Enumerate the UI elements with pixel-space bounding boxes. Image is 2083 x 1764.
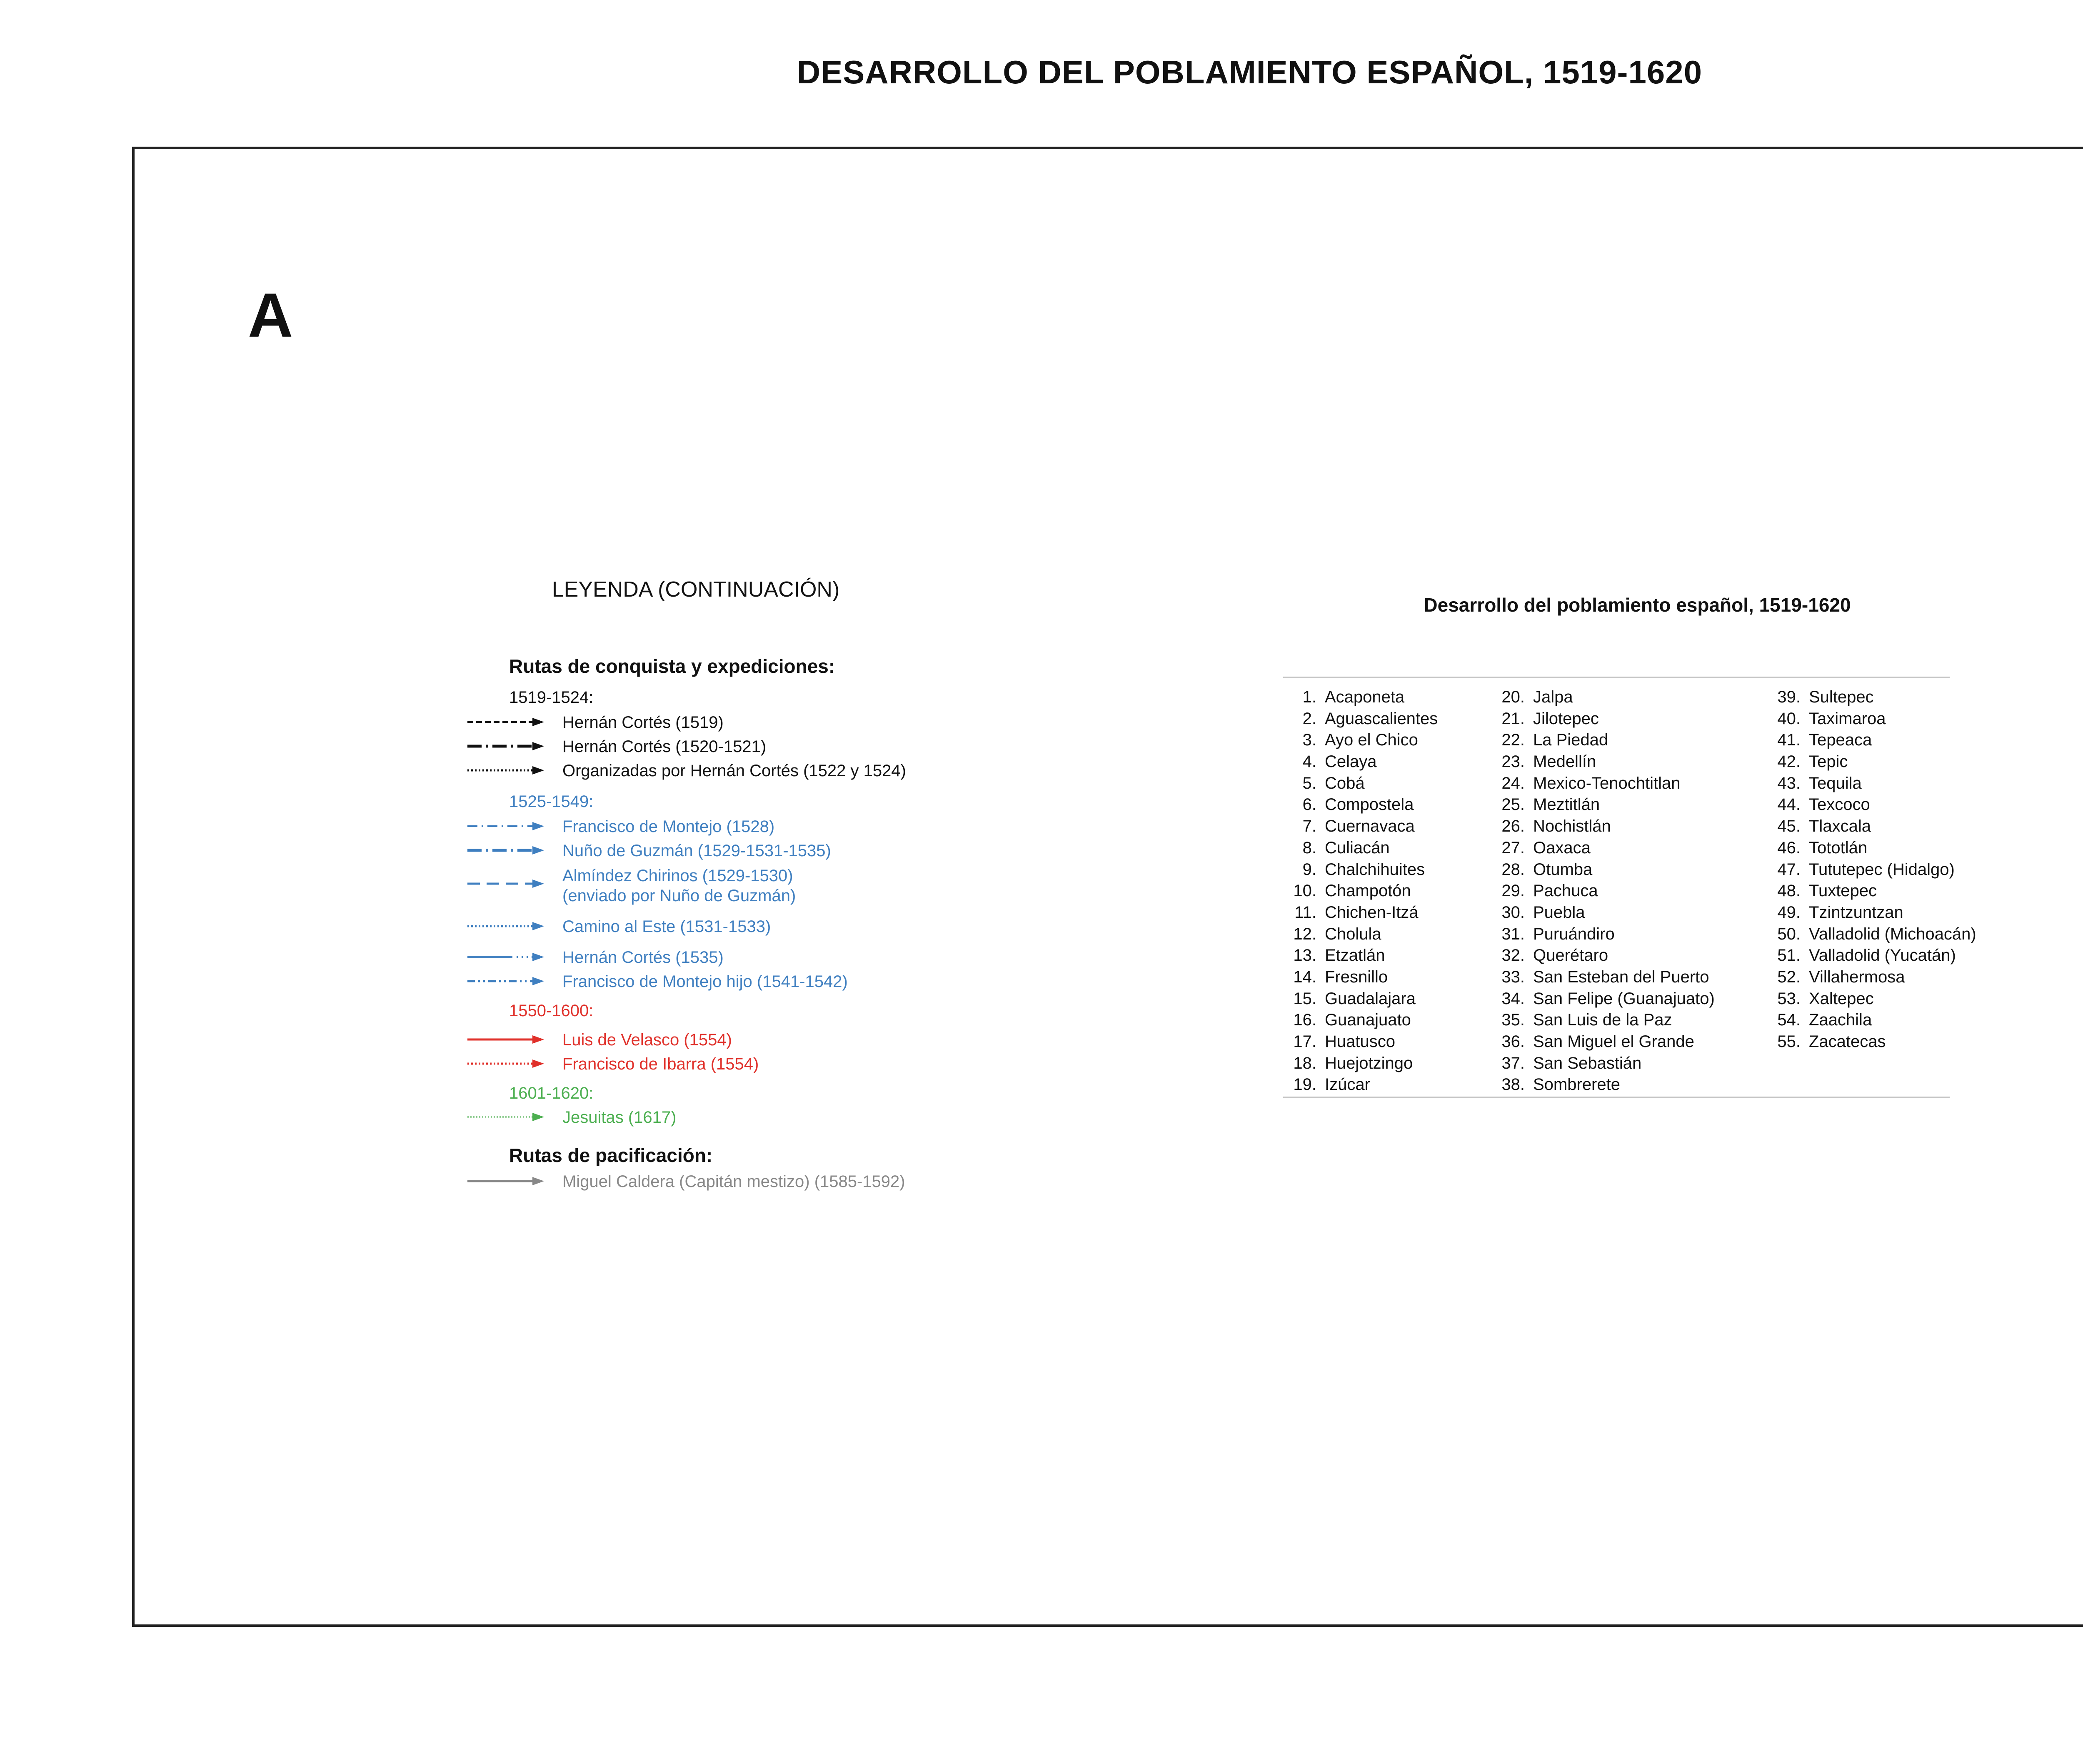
place-name: Tototlán bbox=[1809, 838, 1868, 857]
legend-route bbox=[467, 1172, 1008, 1192]
place-number: 33. bbox=[1501, 967, 1525, 986]
route-line-icon bbox=[467, 716, 546, 728]
place-name: Cobá bbox=[1325, 774, 1365, 792]
place-list-item bbox=[1279, 1053, 1413, 1074]
place-list-item bbox=[1487, 794, 1600, 816]
route-line-icon bbox=[467, 1033, 546, 1046]
place-list-item bbox=[1279, 1074, 1370, 1096]
place-list-item bbox=[1487, 1074, 1620, 1096]
place-number: 48. bbox=[1777, 882, 1801, 900]
route-line-icon bbox=[467, 877, 546, 890]
place-name: Villahermosa bbox=[1809, 967, 1905, 986]
place-name: San Esteban del Puerto bbox=[1533, 967, 1709, 986]
place-number: 41. bbox=[1777, 731, 1801, 750]
place-list-item bbox=[1763, 773, 1862, 795]
place-name: Guanajuato bbox=[1325, 1011, 1411, 1029]
period-label-1601-1620: 1601-1620: bbox=[509, 1084, 594, 1102]
map-title: DESARROLLO DEL POBLAMIENTO ESPAÑOL, 1519-1620 bbox=[797, 54, 1703, 90]
place-number: 36. bbox=[1501, 1032, 1525, 1051]
place-name: Zacatecas bbox=[1809, 1032, 1886, 1051]
place-number: 25. bbox=[1501, 795, 1525, 814]
legend-route bbox=[467, 972, 1008, 992]
place-number: 31. bbox=[1501, 924, 1525, 943]
place-name: Chichen-Itzá bbox=[1325, 903, 1419, 922]
route-line-icon bbox=[467, 844, 546, 857]
place-number: 42. bbox=[1777, 752, 1801, 771]
place-name: Jalpa bbox=[1533, 688, 1573, 706]
place-number: 17. bbox=[1293, 1032, 1316, 1051]
place-list-item bbox=[1279, 988, 1416, 1010]
route-label: Nuño de Guzmán (1529-1531-1535) bbox=[562, 842, 831, 860]
place-number: 53. bbox=[1777, 989, 1801, 1008]
place-list-item bbox=[1763, 880, 1877, 902]
route-label: Camino al Este (1531-1533) bbox=[562, 917, 771, 936]
place-number: 51. bbox=[1777, 946, 1801, 965]
route-label: Jesuitas (1617) bbox=[562, 1108, 677, 1127]
place-number: 54. bbox=[1777, 1011, 1801, 1029]
place-number: 12. bbox=[1293, 924, 1316, 943]
place-list-item bbox=[1279, 967, 1388, 988]
place-number: 22. bbox=[1501, 731, 1525, 750]
place-list-item bbox=[1487, 687, 1573, 708]
route-label: Hernán Cortés (1520-1521) bbox=[562, 737, 767, 756]
place-name: San Luis de la Paz bbox=[1533, 1011, 1672, 1029]
place-list-item bbox=[1487, 859, 1593, 881]
place-list-item bbox=[1763, 708, 1886, 730]
place-list-item bbox=[1279, 687, 1405, 708]
place-list-item bbox=[1487, 773, 1681, 795]
place-list-item bbox=[1487, 880, 1598, 902]
place-number: 11. bbox=[1294, 903, 1316, 922]
place-list-item bbox=[1487, 730, 1608, 751]
place-list-item bbox=[1279, 794, 1414, 816]
place-list-item bbox=[1487, 708, 1599, 730]
place-name: Puebla bbox=[1533, 903, 1585, 922]
place-name: Champotón bbox=[1325, 882, 1411, 900]
legend-route bbox=[467, 712, 1008, 733]
place-list-item bbox=[1279, 1009, 1411, 1031]
place-list-item bbox=[1487, 1053, 1642, 1074]
place-name: Tepeaca bbox=[1809, 731, 1872, 750]
place-number: 9. bbox=[1302, 860, 1316, 879]
place-list-item bbox=[1279, 837, 1390, 859]
place-list-item bbox=[1763, 1009, 1872, 1031]
legend-route bbox=[467, 841, 1008, 862]
place-list-item bbox=[1279, 708, 1438, 730]
place-list-item bbox=[1763, 751, 1848, 773]
place-name: Culiacán bbox=[1325, 838, 1390, 857]
place-number: 7. bbox=[1302, 817, 1316, 836]
place-list-item bbox=[1763, 794, 1870, 816]
place-list-item bbox=[1763, 1031, 1886, 1053]
legend-route bbox=[467, 1054, 1008, 1075]
place-list-item bbox=[1487, 945, 1608, 967]
place-name: Jilotepec bbox=[1533, 709, 1599, 728]
places-column-2 bbox=[1487, 687, 1715, 1096]
pacification-heading: Rutas de pacificación: bbox=[509, 1144, 713, 1166]
place-list-item bbox=[1279, 816, 1415, 837]
place-number: 47. bbox=[1777, 860, 1801, 879]
place-name: Sombrerete bbox=[1533, 1075, 1620, 1094]
route-line-icon bbox=[467, 740, 546, 752]
panel-letter: A bbox=[248, 280, 293, 350]
route-line-icon bbox=[467, 764, 546, 777]
place-number: 49. bbox=[1777, 903, 1801, 922]
place-number: 13. bbox=[1293, 946, 1316, 965]
place-number: 3. bbox=[1302, 731, 1316, 750]
legend-route bbox=[467, 917, 1008, 937]
place-number: 52. bbox=[1777, 967, 1801, 986]
place-name: Tututepec (Hidalgo) bbox=[1809, 860, 1955, 879]
place-name: Mexico-Tenochtitlan bbox=[1533, 774, 1681, 792]
route-line-icon bbox=[467, 820, 546, 832]
legend-route bbox=[467, 737, 1008, 757]
place-name: Tlaxcala bbox=[1809, 817, 1871, 836]
place-name: San Miguel el Grande bbox=[1533, 1032, 1694, 1051]
place-list-item bbox=[1279, 859, 1425, 881]
place-list-item bbox=[1279, 1031, 1395, 1053]
place-list-item bbox=[1763, 730, 1872, 751]
place-name: Chalchihuites bbox=[1325, 860, 1425, 879]
place-number: 6. bbox=[1302, 795, 1316, 814]
place-number: 2. bbox=[1302, 709, 1316, 728]
place-number: 43. bbox=[1777, 774, 1801, 792]
place-name: Celaya bbox=[1325, 752, 1377, 771]
place-name: Meztitlán bbox=[1533, 795, 1600, 814]
route-line-icon bbox=[467, 951, 546, 963]
place-list-item bbox=[1763, 859, 1955, 881]
place-name: Ayo el Chico bbox=[1325, 731, 1418, 750]
place-list-item bbox=[1487, 924, 1615, 945]
place-number: 5. bbox=[1302, 774, 1316, 792]
place-name: Tuxtepec bbox=[1809, 882, 1877, 900]
place-number: 16. bbox=[1293, 1011, 1316, 1029]
place-name: Querétaro bbox=[1533, 946, 1608, 965]
place-list-item bbox=[1487, 837, 1591, 859]
route-label: Almíndez Chirinos (1529-1530) bbox=[562, 867, 793, 885]
place-number: 34. bbox=[1501, 989, 1525, 1008]
place-name: Tepic bbox=[1809, 752, 1848, 771]
legend-route bbox=[467, 761, 1008, 782]
place-number: 46. bbox=[1777, 838, 1801, 857]
place-list-item bbox=[1279, 730, 1418, 751]
place-name: Otumba bbox=[1533, 860, 1593, 879]
route-line-icon bbox=[467, 1111, 546, 1123]
place-list-item bbox=[1487, 751, 1596, 773]
place-name: San Felipe (Guanajuato) bbox=[1533, 989, 1715, 1008]
place-number: 37. bbox=[1501, 1054, 1525, 1072]
place-number: 35. bbox=[1501, 1011, 1525, 1029]
place-list-item bbox=[1279, 751, 1377, 773]
place-number: 30. bbox=[1501, 903, 1525, 922]
place-number: 19. bbox=[1293, 1075, 1316, 1094]
place-number: 21. bbox=[1501, 709, 1525, 728]
place-list-item bbox=[1487, 816, 1611, 837]
place-name: Taximaroa bbox=[1809, 709, 1886, 728]
place-name: Huejotzingo bbox=[1325, 1054, 1413, 1072]
place-number: 39. bbox=[1777, 688, 1801, 706]
route-line-icon bbox=[467, 975, 546, 987]
place-number: 55. bbox=[1777, 1032, 1801, 1051]
place-number: 38. bbox=[1501, 1075, 1525, 1094]
places-column-3 bbox=[1763, 687, 1976, 1053]
place-list-item bbox=[1487, 902, 1585, 924]
place-number: 10. bbox=[1293, 882, 1316, 900]
place-name: Texcoco bbox=[1809, 795, 1870, 814]
legend-title: LEYENDA (CONTINUACIÓN) bbox=[552, 577, 840, 602]
place-number: 45. bbox=[1777, 817, 1801, 836]
place-number: 26. bbox=[1501, 817, 1525, 836]
place-number: 14. bbox=[1293, 967, 1316, 986]
place-name: Guadalajara bbox=[1325, 989, 1416, 1008]
route-label: Francisco de Ibarra (1554) bbox=[562, 1055, 759, 1073]
place-list-item bbox=[1487, 967, 1709, 988]
place-list-item bbox=[1487, 988, 1715, 1010]
table-bottom-rule bbox=[1283, 1097, 1950, 1098]
place-list-item bbox=[1763, 687, 1874, 708]
place-number: 15. bbox=[1293, 989, 1316, 1008]
place-number: 29. bbox=[1501, 882, 1525, 900]
place-name: Medellín bbox=[1533, 752, 1596, 771]
place-list-item bbox=[1763, 902, 1903, 924]
place-list-item bbox=[1279, 773, 1365, 795]
place-number: 1. bbox=[1302, 688, 1316, 706]
route-label: Hernán Cortés (1519) bbox=[562, 713, 724, 732]
route-label: Miguel Caldera (Capitán mestizo) (1585-1592) bbox=[562, 1172, 905, 1191]
legend-route bbox=[467, 947, 1008, 968]
place-number: 32. bbox=[1501, 946, 1525, 965]
place-list-item bbox=[1279, 880, 1411, 902]
place-name: Valladolid (Yucatán) bbox=[1809, 946, 1956, 965]
place-list-item bbox=[1279, 902, 1419, 924]
place-name: Tzintzuntzan bbox=[1809, 903, 1903, 922]
place-name: Pachuca bbox=[1533, 882, 1598, 900]
conquest-heading: Rutas de conquista y expediciones: bbox=[509, 655, 835, 677]
place-number: 18. bbox=[1293, 1054, 1316, 1072]
place-number: 40. bbox=[1777, 709, 1801, 728]
place-list-item bbox=[1279, 945, 1385, 967]
place-number: 23. bbox=[1501, 752, 1525, 771]
place-number: 50. bbox=[1777, 924, 1801, 943]
place-number: 27. bbox=[1501, 838, 1525, 857]
route-label: Organizadas por Hernán Cortés (1522 y 1524) bbox=[562, 762, 906, 780]
place-list-item bbox=[1763, 967, 1905, 988]
period-label-1550-1600: 1550-1600: bbox=[509, 1002, 594, 1020]
route-line-icon bbox=[467, 920, 546, 932]
route-line-icon bbox=[467, 1057, 546, 1070]
route-label: Francisco de Montejo hijo (1541-1542) bbox=[562, 972, 848, 991]
legend-route bbox=[467, 1030, 1008, 1051]
place-name: Valladolid (Michoacán) bbox=[1809, 924, 1976, 943]
period-label-1525-1549: 1525-1549: bbox=[509, 792, 594, 811]
place-name: Fresnillo bbox=[1325, 967, 1388, 986]
route-line-icon bbox=[467, 1175, 546, 1187]
place-name: Acaponeta bbox=[1325, 688, 1405, 706]
place-name: San Sebastián bbox=[1533, 1054, 1642, 1072]
place-list-item bbox=[1763, 924, 1976, 945]
place-name: Tequila bbox=[1809, 774, 1862, 792]
place-list-item bbox=[1763, 945, 1956, 967]
place-number: 24. bbox=[1501, 774, 1525, 792]
place-name: La Piedad bbox=[1533, 731, 1608, 750]
place-number: 20. bbox=[1501, 688, 1525, 706]
legend-route bbox=[467, 1107, 1008, 1128]
legend-route bbox=[467, 866, 1008, 907]
place-list-item bbox=[1763, 816, 1871, 837]
place-name: Nochistlán bbox=[1533, 817, 1611, 836]
place-list-item bbox=[1763, 837, 1868, 859]
legend-route bbox=[467, 817, 1008, 837]
period-label-1519-1524: 1519-1524: bbox=[509, 688, 594, 707]
places-table-title: Desarrollo del poblamiento español, 1519-1620 bbox=[1424, 594, 1851, 616]
place-number: 44. bbox=[1777, 795, 1801, 814]
place-name: Cholula bbox=[1325, 924, 1381, 943]
route-label-note: (enviado por Nuño de Guzmán) bbox=[562, 887, 796, 905]
place-list-item bbox=[1487, 1009, 1672, 1031]
place-name: Cuernavaca bbox=[1325, 817, 1415, 836]
place-name: Puruándiro bbox=[1533, 924, 1615, 943]
place-name: Zaachila bbox=[1809, 1011, 1872, 1029]
place-name: Sultepec bbox=[1809, 688, 1874, 706]
place-number: 28. bbox=[1501, 860, 1525, 879]
place-name: Huatusco bbox=[1325, 1032, 1395, 1051]
place-name: Xaltepec bbox=[1809, 989, 1874, 1008]
place-name: Compostela bbox=[1325, 795, 1414, 814]
place-name: Izúcar bbox=[1325, 1075, 1370, 1094]
places-column-1 bbox=[1279, 687, 1438, 1096]
route-label: Francisco de Montejo (1528) bbox=[562, 817, 775, 836]
place-name: Aguascalientes bbox=[1325, 709, 1438, 728]
place-list-item bbox=[1487, 1031, 1694, 1053]
place-number: 8. bbox=[1302, 838, 1316, 857]
place-name: Etzatlán bbox=[1325, 946, 1385, 965]
place-number: 4. bbox=[1302, 752, 1316, 771]
table-top-rule bbox=[1283, 677, 1950, 678]
route-label: Luis de Velasco (1554) bbox=[562, 1031, 732, 1049]
place-name: Oaxaca bbox=[1533, 838, 1591, 857]
route-label: Hernán Cortés (1535) bbox=[562, 948, 724, 967]
place-list-item bbox=[1763, 988, 1874, 1010]
place-list-item bbox=[1279, 924, 1381, 945]
